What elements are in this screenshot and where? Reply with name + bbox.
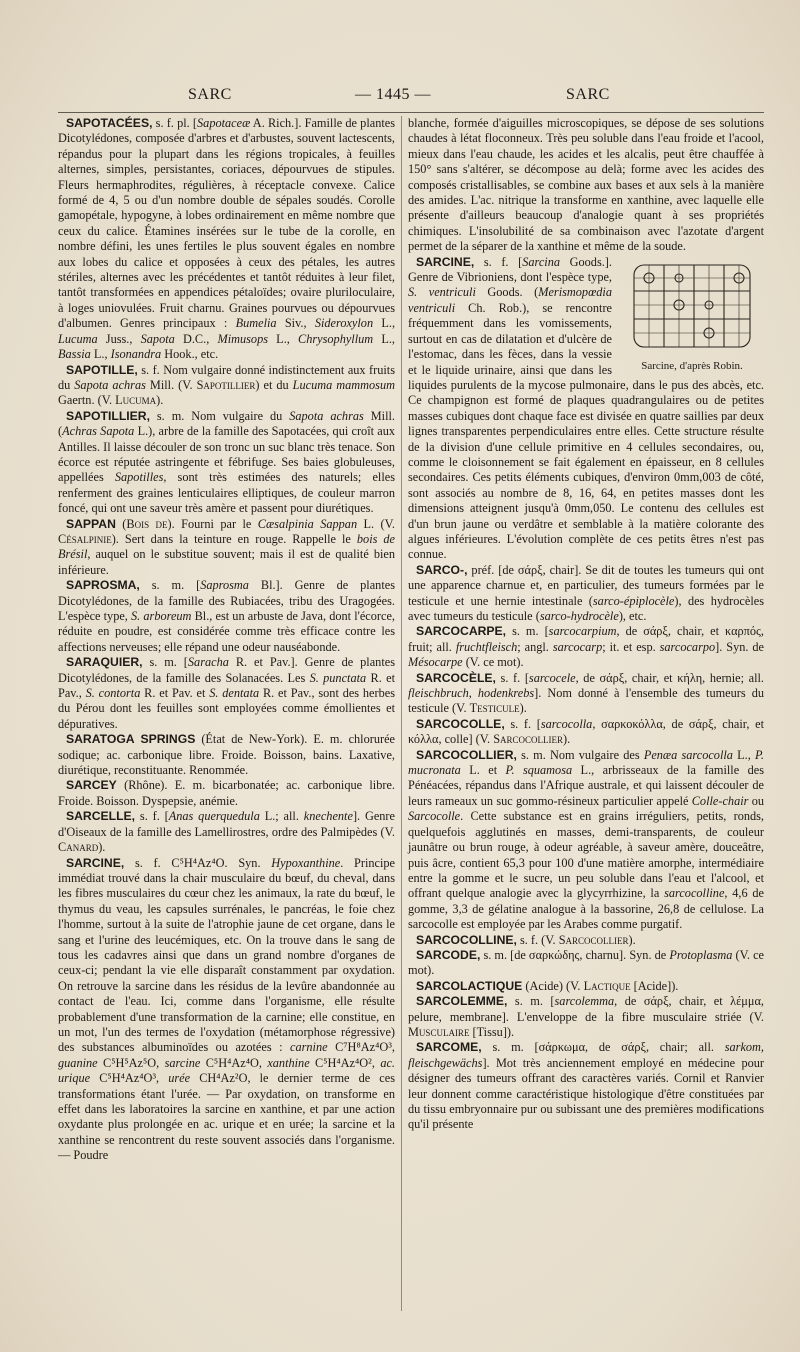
entry-headword: SARATOGA SPRINGS (66, 732, 196, 747)
entry-text: S. dentata (209, 686, 260, 701)
entry-text: ]. Syn. de (715, 639, 765, 654)
entry-text: sarcocarp (552, 639, 603, 654)
page-number: — 1445 — (355, 86, 431, 103)
entry-headword: SARCEY (66, 778, 117, 793)
entry-text: ]. Mot très anciennement employé en médecine pour désigner des tumeurs offrant des caractères variés. Cornil et Ranvier leur donnent comme caractéristique histologique d'être constituées par du tissu embryonnaire pur ou subissant une des premières modifications qu'il présente (408, 1055, 764, 1132)
dictionary-entry (408, 994, 764, 1040)
entry-text: (Acide) (V. (522, 978, 584, 993)
dictionary-entry (408, 979, 764, 994)
entry-text: Lucuma (115, 393, 157, 408)
entry-text: s. f. [ (474, 254, 523, 269)
entry-text: ; angl. (517, 639, 553, 654)
entry-text: R. et Pav., (58, 670, 395, 701)
entry-text: ). (98, 840, 106, 855)
entry-text: Cæsalpinia Sappan (257, 516, 358, 531)
dictionary-entry (58, 409, 395, 517)
entry-headword: SAPOTILLE, (66, 362, 138, 377)
entry-text: Gaertn. (V. (58, 393, 116, 408)
entry-text: D.C., (174, 331, 218, 346)
entry-text: ). Fourni par le (167, 516, 258, 531)
entry-text: Bassia (58, 347, 91, 362)
entry-text: Saprosma (200, 578, 249, 593)
entry-text: Césalpinie (58, 531, 112, 546)
entry-text: Achras Sapota (62, 424, 135, 439)
entry-text: s. f. (V. (516, 932, 559, 947)
sarcina-cells-illustration (630, 259, 754, 353)
dictionary-entry (58, 578, 395, 655)
dictionary-entry (408, 624, 764, 670)
entry-text: L. et (460, 763, 506, 778)
entry-text: , de σάρξ, chair, et κήλη, hernie; all. (575, 670, 764, 685)
entry-text: s. m. [ (142, 655, 188, 670)
entry-text: C⁵H⁵Az⁵O, (97, 1055, 165, 1070)
entry-text: Hypoxanthine (271, 855, 341, 870)
entry-text: préf. [de σάρξ, chair]. Se dit de toutes les tumeurs qui ont une apparence charnue et, en particulier, des tumeurs formées par le testicule et une hernie intestinale ( (408, 562, 764, 608)
header-right: SARC (566, 86, 610, 103)
entry-text: s. f. Nom vulgaire donné indistinctement aux fruits du (58, 362, 395, 392)
entry-text: ). (628, 932, 636, 947)
entry-text: Juss., (97, 331, 141, 346)
entry-text: R. et Pav.]. Genre de plantes Dicotylédones, de la famille des Solanacées. Les (58, 655, 395, 685)
entry-text: Sapota (140, 331, 175, 346)
entry-text: Colle-chair (691, 793, 749, 808)
entry-text: Sapota achras (74, 377, 146, 392)
entry-text: s. f. [ (504, 716, 541, 731)
entry-text: S. arboreum (131, 609, 192, 623)
entry-text: (Rhône). E. m. bicarbonatée; ac. carbonique libre. Froide. Boisson. Dyspepsie, anémie. (58, 778, 395, 808)
entry-text: sarcocele (528, 670, 576, 685)
dictionary-entry (408, 563, 764, 625)
entry-text: Mill. (V. (145, 377, 197, 392)
entry-text: P. mucronata (408, 747, 764, 778)
dictionary-entry (58, 856, 395, 1164)
entry-headword: SARCOLACTIQUE (416, 978, 523, 993)
entry-text: Lactique (583, 978, 631, 993)
entry-text: s. m. Nom vulgaire des (516, 747, 644, 762)
dictionary-entry (408, 671, 764, 717)
entry-text: C⁵H⁴Az⁴O², (309, 1055, 381, 1070)
dictionary-entry (408, 948, 764, 979)
entry-text: Saracha (187, 655, 229, 670)
entry-text: Musculaire (408, 1024, 470, 1039)
entry-text: P. squamosa (505, 763, 573, 778)
entry-text: urée (168, 1071, 191, 1086)
entry-text: Hook., etc. (161, 347, 219, 362)
header-left: SARC (188, 86, 232, 103)
entry-text: s. m. [ (139, 578, 201, 593)
entry-headword: SARCO-, (416, 562, 468, 577)
entry-text: [Tissu]). (469, 1024, 515, 1039)
entry-text: (V. ce mot). (462, 655, 524, 670)
entry-text: ( (115, 516, 127, 531)
right-column (408, 116, 764, 1133)
entry-headword: SAPOTACÉES, (66, 116, 153, 130)
entry-text: S. punctata (309, 670, 367, 685)
entry-text: sarkom, fleischgewächs (408, 1040, 764, 1070)
entry-headword: SARCINE, (416, 254, 475, 269)
column-divider (401, 116, 402, 1311)
entry-text: L.; all. (259, 809, 304, 824)
entry-text: s. m. [de σαρκώδης, charnu]. Syn. de (480, 947, 670, 962)
entry-text: L., (90, 347, 111, 362)
entry-text: knechente (303, 809, 353, 824)
entry-text: ; it. et esp. (602, 639, 660, 654)
entry-headword: SARCOCOLLE, (416, 716, 505, 731)
entry-text: sarcocolla (540, 716, 593, 731)
entry-headword: SARCODE, (416, 947, 481, 962)
entry-text: s. m. Nom vulgaire du (149, 408, 290, 423)
entry-headword: SARCOCOLLINE, (416, 932, 517, 947)
entry-text: Sapotillier (196, 377, 256, 392)
entry-headword: SAPROSMA, (66, 578, 140, 593)
entry-text: Anas querquedula (168, 809, 260, 824)
entry-text: , de σάρξ, chair, et λέμμα, pelure, membrane]. L'enveloppe de la fibre musculaire striée (V. (408, 994, 764, 1024)
entry-text: s. f. C⁵H⁴Az⁴O. Syn. (124, 855, 272, 870)
entry-text: Bois de (126, 516, 168, 531)
entry-text: ]. Genre d'Oiseaux de la famille des Lamellirostres, ordre des Palmipèdes (V. (58, 809, 395, 839)
entry-text: , 4,6 de gomme, 3,3 de gélatine analogue à la bassorine, 26,8 de cellulose. La sarcocolle est employée par les Arabes comme purgatif. (408, 886, 765, 932)
entry-text: carnine (290, 1040, 328, 1055)
entry-text: Siv., (276, 316, 315, 331)
entry-text: Mésocarpe (408, 655, 463, 670)
dictionary-entry (58, 732, 395, 778)
entry-text: C⁵H⁴Az⁴O, (200, 1055, 268, 1070)
entry-text: Sarcina (522, 254, 561, 269)
entry-text: s. m. [ (507, 994, 555, 1009)
entry-text: Mimusops (217, 331, 269, 346)
entry-text: ou (748, 793, 764, 808)
entry-text: Isonandra (110, 347, 162, 362)
entry-text: Ch. Rob.), se rencontre fréquemment dans les vomissements, surtout en cas de dilatation et d'ulcère de l'estomac, dans les fèces, dans la vessie et le liquide urinaire, ainsi que dans les liquides purulents de la mycose pulmonaire, dans le pus des abcès, etc. Ce champignon est formé de plaques quadrangulaires ou de petites masses cubiques dont chaque face est divisée en quatre saillies par deux lignes transparentes perpendiculaires entre elles. Cette structure résulte de la division d'une cellule primitive en 4 cellules secondaires, ou, comme le cloisonnement se fait également en épaisseur, en 8 cellules secondaires. Ces petits éléments cubiques, d'environ 0mm,003 de côté, sont associés au nombre de 8, 16, 64, en petites masses dont les dimensions atteignent jusqu'à 0mm,050. Le contenu des cellules est d'un brun jaune ou verdâtre et semblable à la matière colorante des algues inférieures. L'évolution complète de ces petits êtres n'est pas connue. (408, 300, 764, 562)
entry-text: fleischbruch, hodenkrebs (408, 686, 535, 701)
entry-text: C⁷H⁸Az⁴O³, (327, 1040, 395, 1055)
entry-headword: SAPPAN (66, 516, 116, 531)
entry-headword: SARCINE, (66, 855, 125, 870)
entry-text: s. f. [ (135, 809, 169, 824)
entry-text: Mill. ( (58, 408, 395, 439)
header-rule (58, 112, 764, 113)
entry-text: , auquel on le substitue souvent; mais il est de qualité bien inférieure. (58, 547, 395, 577)
dictionary-entry (58, 517, 395, 579)
entry-text: , σαρκοκόλλα, de σάρξ, chair, et κόλλα, colle] (V. (408, 716, 764, 747)
dictionary-entry (58, 809, 395, 855)
entry-text: R. et Pav. et (140, 686, 210, 701)
entry-text: Sapota achras (289, 408, 364, 423)
dictionary-entry (408, 1040, 764, 1132)
entry-headword: SARCOCARPE, (416, 624, 507, 639)
entry-text: L., (373, 316, 396, 331)
entry-text: sarcocarpium (548, 624, 617, 639)
entry-text: ), etc. (618, 609, 647, 623)
entry-text: ). (156, 393, 164, 408)
entry-text: ]. Nom donné à l'ensemble des tumeurs du testicule (V. (408, 686, 764, 716)
entry-text: Goods. ( (475, 285, 539, 300)
entry-text: , sont très estimées des naturels; elles renferment des graines lenticulaires elliptiques, de couleur marron foncé, qui ont une saveur très amère et passent pour diurétiques. (58, 470, 395, 516)
entry-text: Penæa sarcocolla (643, 747, 733, 762)
entry-text: sarcolemma (554, 994, 615, 1009)
entry-text: Lucuma mammosum (292, 377, 395, 392)
entry-text: sarcocarpo (659, 639, 716, 654)
entry-text: C⁵H⁴Az⁴O³, (90, 1071, 169, 1086)
entry-text: Chrysophyllum (298, 331, 374, 346)
dictionary-entry (408, 748, 764, 933)
entry-headword: SARCOCOLLIER, (416, 747, 517, 762)
entry-headword: SARAQUIER, (66, 655, 143, 670)
entry-text: Goods.]. Genre de Vibrioniens, dont l'espèce type, (408, 254, 612, 285)
entry-text: ). Sert dans la teinture en rouge. Rappelle le (111, 531, 357, 546)
entry-text: L., arbrisseaux de la famille des Pénéacées, répandus dans l'Afrique australe, et qui laissent découler de leurs rameaux un suc gommo-résineux particulier appelé (408, 763, 764, 808)
sarcina-figure (620, 259, 764, 374)
entry-text: s. f. pl. [ (152, 116, 198, 130)
entry-text: L.), arbre de la famille des Sapotacées, qui croît aux Antilles. Il laisse découler de son tronc un suc blanc très tenace. Son écorce est réputée astringente et fébrifuge. Ses baies globuleuses, appellées (58, 424, 396, 485)
entry-text: (État de New-York). E. m. chlorurée sodique; ac. carbonique libre. Froide. Boisson, bains. Laxative, diurétique, reconstituante. Renommée. (58, 732, 395, 778)
dictionary-entry (408, 933, 764, 948)
entry-text: R. et Pav., sont des herbes du Pérou dont les feuilles sont employées comme émollientes et dépuratives. (58, 686, 396, 731)
entry-text: sarcine (164, 1055, 201, 1070)
entry-text: guanine (58, 1055, 98, 1070)
entry-text: L., (268, 331, 299, 346)
entry-text: L., (373, 331, 395, 346)
entry-text: CH⁴Az²O, le dernier terme de ces transformations étant l'urée. — Par oxydation, on transforme en effet dans les laboratoires la sarcine en xanthine, et par une action oxydante plus prolongée en ac. urique et en urée; la sarcine et la xanthine se rencontrent du reste souvent associés dans l'organisme. — Poudre (58, 1071, 395, 1163)
entry-text: fruchtfleisch (455, 639, 518, 654)
entry-text: L. (V. (357, 516, 395, 531)
dictionary-entry (408, 255, 764, 563)
entry-text: . Principe immédiat trouvé dans la chair musculaire du bœuf, du cheval, dans les fibres musculaires du cœur chez les animaux, la rate du bœuf, le thymus du veau, les capsules surrénales, le pancréas, le foie chez l'homme, surtout à la suite de l'atrophie jaune de cet organe, dans le sang et l'urine des leucémiques, etc. On la trouve dans le sang de tous les cadavres ainsi que dans un grand nombre d'organes de ceux-ci; pendant la vie elle disparaît constamment par oxydation. On retrouve la sarcine dans les résidus de la levûre abandonnée au contact de l'eau. Ici, comme dans l'organisme, elle résulte probablement d'une transformation de la carnine; elle constitue, en un mot, l'un des termes de l'oxydation (métamorphose régressive) des substances albuminoïdes ou azotées : (58, 855, 395, 1055)
entry-text: S. contorta (85, 686, 141, 701)
figure-caption: Sarcine, d'après Robin. (641, 359, 743, 372)
entry-text: Testicule (469, 701, 520, 716)
entry-text: Sideroxylon (314, 316, 374, 331)
running-header (0, 86, 800, 110)
entry-text: Bumelia (235, 316, 277, 331)
entry-text: , de σάρξ, chair, et καρπός, fruit; all. (408, 624, 764, 654)
entry-headword: SARCOCÈLE, (416, 670, 496, 685)
entry-text: (V. ce mot). (408, 947, 764, 978)
entry-text: ). (563, 732, 571, 747)
entry-headword: SAPOTILLIER, (66, 408, 150, 423)
dictionary-entry (58, 778, 395, 809)
entry-text: Sarcocolle (408, 809, 461, 824)
entry-text: sarco-épiplocèle (592, 593, 675, 608)
entry-text: ) et du (255, 377, 293, 392)
entry-text: Protoplasma (669, 947, 733, 962)
dictionary-entry (58, 363, 395, 409)
entry-headword: SARCOME, (416, 1040, 482, 1055)
entry-headword: SARCELLE, (66, 809, 136, 824)
entry-text: A. Rich.]. Famille de plantes Dicotylédones, composée d'arbres et d'arbustes, souvent lactescents, répandus pour la plupart dans les régions tropicales, à feuilles alternes, simples, persistantes, coriaces, dépourvues de stipules. Fleurs hermaphrodites, régulières, à réceptacle convexe. Calice formé de 4, 5 ou d'un nombre double de sépales soudés. Corolle gamopétale, hypogyne, à lobes ordinairement en même nombre que ceux du calice. Étamines insérées sur le tube de la corolle, en nombre défini, les unes fertiles le plus souvent égales en nombre aux lobes du calice et opposées à ceux des pétales, les autres stériles, alternes avec les précédentes et tantôt réduites à leur filet, tantôt transformées en appendices pétaloïdes; ovaire pluriloculaire, à loges uniovulées. Fruit charnu. Graines pourvues ou dépourvues d'albumen. Genres principaux : (58, 116, 396, 331)
entry-text: Bl.]. Genre de plantes Dicotylédones, de la famille des Rubiacées, tribu des Uragogées. L'espèce type, (58, 578, 395, 623)
entry-text: Canard (58, 840, 99, 855)
dictionary-entry (58, 655, 395, 732)
left-column (58, 116, 395, 1164)
entry-text: Sapotaceæ (197, 116, 251, 130)
entry-text: Sapotilles (114, 470, 164, 485)
dictionary-entry (408, 717, 764, 748)
entry-text: ac. urique (58, 1055, 395, 1086)
entry-text: s. f. [ (495, 670, 529, 685)
entry-text: Sarcocollier (493, 732, 564, 747)
entry-text: ). (519, 701, 527, 716)
entry-text: Merismopœdia ventriculi (408, 285, 612, 315)
entry-text: L., (732, 747, 755, 762)
entry-text: ), des hydrocèles avec tumeurs du testicule ( (408, 593, 764, 623)
continued-entry-text: blanche, formée d'aiguilles microscopiques, se dépose de ses solutions chaudes à létat floconneux. Très peu soluble dans l'eau froide et l'acool, mieux dans l'eau chaude, les acides et les alcalis, peut être chauffée à 150° sans s'altérer, se décompose au delà; forme avec les acides des composés cristallisables, se combine aux bases et aux sels à la manière des amides. L'ac. nitrique la transforme en xanthine, avec laquelle elle présente d'ailleurs beaucoup d'analogie quant à ses propriétés chimiques. L'insolubilité de sa combinaison avec l'azotate d'argent permet de la séparer de la xanthine et même de la soude. (408, 116, 764, 254)
entry-text: sarco-hydrocèle (539, 609, 619, 623)
entry-text: . Cette substance est en grains irréguliers, petits, ronds, quelquefois agglutinés en masses, demi-transparents, de couleur jaunâtre ou brun rouge, à odeur agréable, à saveur amère, douceâtre, puis âcre, contient 65,3 pour 100 d'une matière amorphe, intermédiaire entre la gomme et le sucre, un peu soluble dans l'eau et l'alcool, et offrant quelque analogie avec la glycyrrhizine, la (408, 809, 764, 901)
entry-headword: SARCOLEMME, (416, 994, 508, 1009)
entry-text: xanthine (267, 1055, 310, 1070)
dictionary-entry (58, 116, 395, 363)
entry-text: [Acide]). (630, 978, 679, 993)
entry-text: Lucuma (58, 331, 98, 346)
entry-text: s. m. [σάρκωμα, de σάρξ, chair; all. (481, 1040, 725, 1055)
entry-text: bois de Brésil (58, 531, 395, 562)
entry-text: Sarcocollier (558, 932, 629, 947)
entry-text: Bl., est un arbuste de Java, dont l'écorce, réduite en poudre, est considérée comme très efficace contre les affections nerveuses; elle répand une odeur nauséabonde. (58, 609, 395, 654)
entry-text: S. ventriculi (408, 285, 476, 300)
entry-text: sarcocolline (664, 886, 725, 901)
entry-text: s. m. [ (506, 624, 549, 639)
